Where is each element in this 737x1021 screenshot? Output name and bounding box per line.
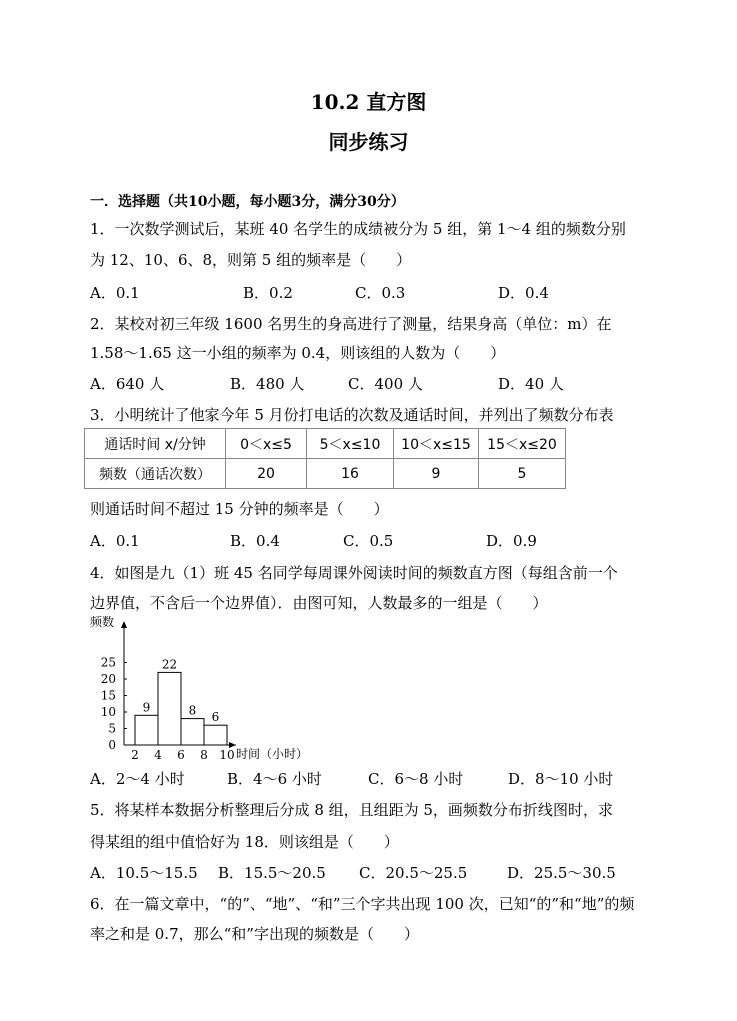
q1-option-b[interactable]: B．0.2 [243,284,293,302]
q2-option-d[interactable]: D．40 人 [498,375,564,393]
histogram-chart [80,612,340,764]
q3-option-b[interactable]: B．0.4 [230,532,280,550]
q3-option-c[interactable]: C．0.5 [343,532,394,550]
q5-line1: 5．将某样本数据分析整理后分成 8 组，且组距为 5，画频数分布折线图时，求 [90,801,613,819]
x-tick-label: 6 [177,748,185,762]
q2-option-a[interactable]: A．640 人 [90,375,165,393]
table-cell: 0＜x≤5 [226,429,307,459]
q3-option-a[interactable]: A．0.1 [90,532,140,550]
bar-value-label: 6 [211,710,220,725]
q4-option-d[interactable]: D．8～10 小时 [508,770,614,788]
q1-option-d[interactable]: D．0.4 [498,284,549,302]
q1-option-c[interactable]: C．0.3 [355,284,406,302]
table-cell: 5 [479,459,566,489]
page-subtitle: 同步练习 [328,130,409,154]
frequency-table [84,428,566,489]
q5-option-a[interactable]: A．10.5～15.5 [90,864,198,882]
section-header: 一．选择题（共10小题，每小题3分，满分30分） [90,194,405,210]
q5-option-c[interactable]: C．20.5～25.5 [359,864,468,882]
bar-value-label: 22 [161,657,178,672]
q4-option-c[interactable]: C．6～8 小时 [368,770,464,788]
table-cell: 15＜x≤20 [479,429,566,459]
q5-line2: 得某组的组中值恰好为 18．则该组是（ ） [90,833,399,851]
table-cell: 通话时间 x/分钟 [85,429,226,459]
q4-line1: 4．如图是九（1）班 45 名同学每周课外阅读时间的频数直方图（每组含前一个 [90,564,618,582]
q4-option-a[interactable]: A．2～4 小时 [90,770,185,788]
table-cell: 10＜x≤15 [394,429,479,459]
histogram-bar [158,672,181,745]
table-cell: 20 [226,459,307,489]
x-axis-label: 时间（小时） [236,747,309,761]
y-tick-label: 0 [108,738,116,752]
q2-line1: 2．某校对初三年级 1600 名男生的身高进行了测量，结果身高（单位：m）在 [90,315,612,333]
q1-line2: 为 12、10、6、8，则第 5 组的频率是（ ） [90,251,412,269]
y-axis-label: 频数 [90,615,115,629]
table-cell: 5＜x≤10 [307,429,394,459]
y-tick-label: 10 [100,705,116,719]
x-tick-label: 10 [219,748,235,762]
table-cell: 9 [394,459,479,489]
x-tick-label: 2 [131,748,139,762]
q5-option-b[interactable]: B．15.5～20.5 [218,864,326,882]
bar-value-label: 9 [142,700,151,715]
table-row [85,459,566,489]
y-tick-label: 15 [100,688,116,703]
x-tick-label: 8 [200,748,208,762]
q4-option-b[interactable]: B．4～6 小时 [227,770,322,788]
histogram-bar [181,719,204,745]
q2-option-b[interactable]: B．480 人 [230,375,305,393]
x-tick-label: 4 [154,748,162,762]
q3-line1: 3．小明统计了他家今年 5 月份打电话的次数及通话时间，并列出了频数分布表 [90,406,614,424]
histogram-bar [135,715,158,745]
y-tick-label: 20 [100,672,116,686]
table-row [85,429,566,459]
q5-option-d[interactable]: D．25.5～30.5 [507,864,616,882]
y-tick-label: 5 [108,721,116,736]
q1-line1: 1．一次数学测试后，某班 40 名学生的成绩被分为 5 组，第 1～4 组的频数分别 [90,220,626,238]
q2-option-c[interactable]: C．400 人 [348,375,423,393]
bar-value-label: 8 [188,703,197,718]
table-cell: 16 [307,459,394,489]
y-axis-arrow [121,621,127,628]
q3-option-d[interactable]: D．0.9 [486,532,537,550]
q4-line2: 边界值，不含后一个边界值）．由图可知，人数最多的一组是（ ） [90,594,548,612]
q3-line2: 则通话时间不超过 15 分钟的频率是（ ） [90,500,389,518]
q6-line1: 6．在一篇文章中，“的”、“地”、“和”三个字共出现 100 次，已知“的”和“地”的频 [90,895,635,913]
y-tick-label: 25 [100,655,116,670]
histogram-bar [204,725,227,745]
page-title: 10.2 直方图 [310,90,427,114]
q2-line2: 1.58～1.65 这一小组的频率为 0.4，则该组的人数为（ ） [90,344,506,362]
q6-line2: 率之和是 0.7，那么“和”字出现的频数是（ ） [90,925,419,943]
q1-option-a[interactable]: A．0.1 [90,284,140,302]
table-cell: 频数（通话次数） [85,459,226,489]
